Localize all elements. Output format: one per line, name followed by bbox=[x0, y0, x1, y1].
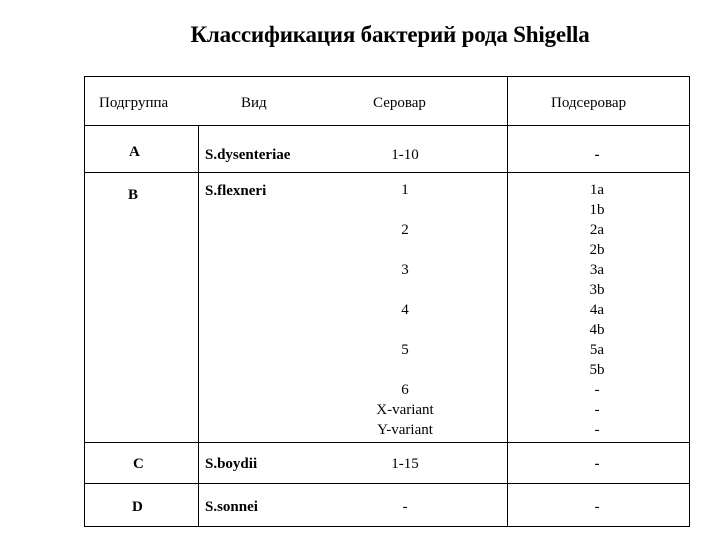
subserovar-b-item: - bbox=[594, 402, 600, 418]
subgroup-d: D bbox=[132, 499, 143, 515]
column-divider bbox=[198, 125, 199, 527]
species-sonnei: S.sonnei bbox=[205, 499, 258, 515]
serovar-b-6: 6 bbox=[401, 382, 409, 398]
page-title: Классификация бактерий рода Shigella bbox=[190, 22, 590, 47]
subserovar-b-item: 3a bbox=[589, 262, 605, 278]
serovar-b-x-variant: X-variant bbox=[376, 402, 434, 418]
row-divider bbox=[85, 125, 689, 126]
subserovar-c: - bbox=[594, 456, 600, 472]
row-divider bbox=[85, 172, 689, 173]
row-divider bbox=[85, 483, 689, 484]
header-serovar: Серовар bbox=[373, 95, 426, 111]
header-subgroup: Подгруппа bbox=[99, 95, 169, 111]
header-subserovar: Подсеровар bbox=[551, 95, 627, 111]
serovar-d: - bbox=[402, 499, 408, 515]
serovar-b-2: 2 bbox=[401, 222, 409, 238]
species-dysenteriae: S.dysenteriae bbox=[205, 147, 291, 163]
serovar-b-1: 1 bbox=[401, 182, 409, 198]
serovar-b-5: 5 bbox=[401, 342, 409, 358]
species-flexneri: S.flexneri bbox=[205, 183, 267, 199]
species-boydii: S.boydii bbox=[205, 456, 258, 472]
shigella-classification-table bbox=[84, 76, 690, 527]
subserovar-b-item: - bbox=[594, 422, 600, 438]
subserovar-b-item: 4a bbox=[589, 302, 605, 318]
subserovar-a: - bbox=[594, 147, 600, 163]
subgroup-b: B bbox=[128, 187, 139, 203]
subserovar-b-item: 2a bbox=[589, 222, 605, 238]
serovar-a: 1-10 bbox=[391, 147, 419, 163]
serovar-b-3: 3 bbox=[401, 262, 409, 278]
subserovar-b-item: 1a bbox=[589, 182, 605, 198]
subserovar-b-item: 3b bbox=[589, 282, 605, 298]
subserovar-b-item: 5a bbox=[589, 342, 605, 358]
serovar-b-y-variant: Y-variant bbox=[377, 422, 433, 438]
serovar-b-4: 4 bbox=[401, 302, 409, 318]
subserovar-b-item: - bbox=[594, 382, 600, 398]
header-species: Вид bbox=[241, 95, 267, 111]
row-divider bbox=[85, 442, 689, 443]
subserovar-d: - bbox=[594, 499, 600, 515]
subgroup-a: A bbox=[129, 144, 140, 160]
subserovar-b-item: 2b bbox=[589, 242, 605, 258]
subserovar-b-item: 1b bbox=[589, 202, 605, 218]
serovar-c: 1-15 bbox=[391, 456, 419, 472]
column-divider bbox=[507, 77, 508, 527]
subserovar-b-item: 4b bbox=[589, 322, 605, 338]
subgroup-c: C bbox=[133, 456, 144, 472]
subserovar-b-item: 5b bbox=[589, 362, 605, 378]
